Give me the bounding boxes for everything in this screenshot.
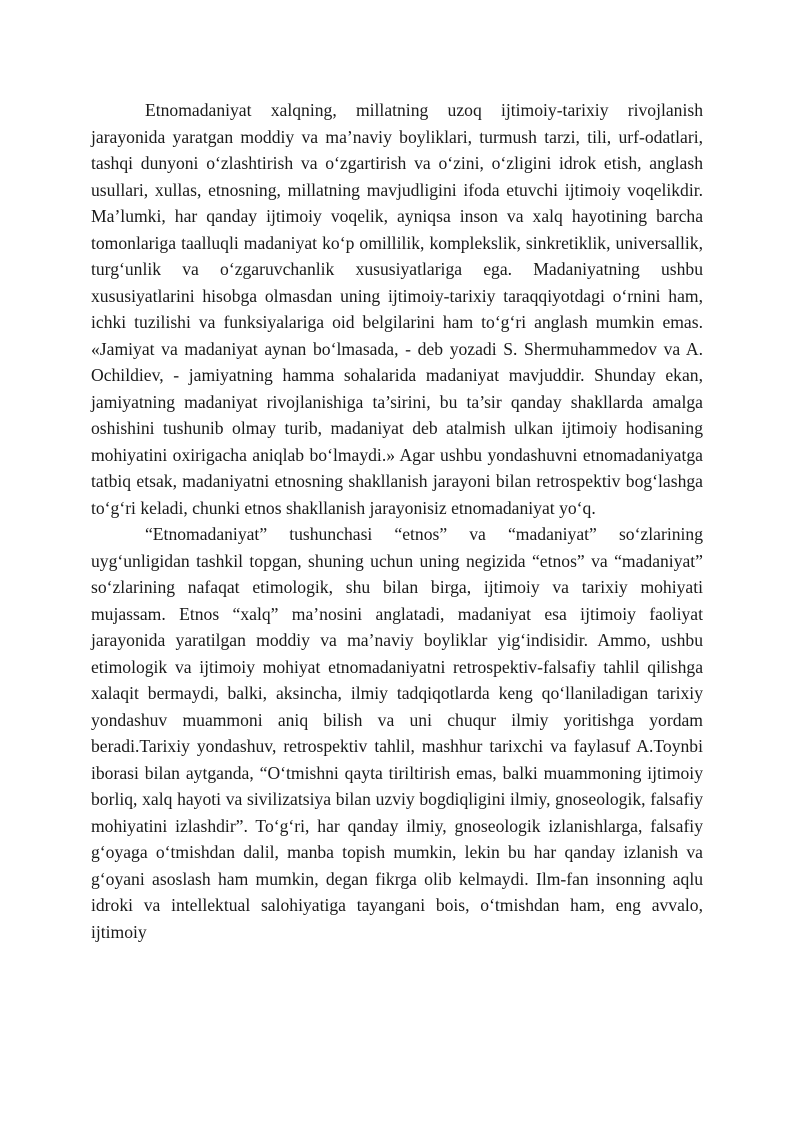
paragraph-etnomadaniyat-definition: Etnomadaniyat xalqning, millatning uzoq ijtimoiy-tarixiy rivojlanish jarayonida yaratgan moddiy va ma’naviy boyliklari, turmush tarzi, tili, urf-odatlari, tashqi dunyoni o‘zlashtirish va o‘zgartirish va o‘zini, o‘zligini idrok etish, anglash usullari, xullas, etnosning, millatning mavjudligini ifoda etuvchi ijtimoiy voqelikdir. Ma’lumki, har qanday ijtimoiy voqelik, ayniqsa inson va xalq hayotining barcha tomonlariga taalluqli madaniyat ko‘p omillilik, komplekslik, sinkretiklik, universallik, turg‘unlik va o‘zgaruvchanlik xususiyatlariga ega. Madaniyatning ushbu xususiyatlarini hisobga olmasdan uning ijtimoiy-tarixiy taraqqiyotdagi o‘rnini ham, ichki tuzilishi va funksiyalariga oid belgilarini ham to‘g‘ri anglash mumkin emas. «Jamiyat va madaniyat aynan bo‘lmasada, - deb yozadi S. Shermuhammedov va A. Ochildiev, - jamiyatning hamma sohalarida madaniyat mavjuddir. Shunday ekan, jamiyatning madaniyat rivojlanishiga ta’sirini, bu ta’sir qanday shakllarda amalga oshishini tushunib olmay turib, madaniyat deb atalmish ulkan ijtimoiy hodisaning mohiyatini oxirigacha aniqlab bo‘lmaydi.» Agar ushbu yondashuvni etnomadaniyatga tatbiq etsak, madaniyatni etnosning shakllanish jarayoni bilan retrospektiv bog‘lashga to‘g‘ri keladi, chunki etnos shakllanish jarayonisiz etnomadaniyat yo‘q.: [91, 100, 703, 518]
body-text: [91, 97, 703, 945]
paragraph-etnomadaniyat-concept: “Etnomadaniyat” tushunchasi “etnos” va “madaniyat” so‘zlarining uyg‘unligidan tashkil topgan, shuning uchun uning negizida “etnos” va “madaniyat” so‘zlarining nafaqat etimologik, shu bilan birga, ijtimoiy va tarixiy mohiyati mujassam. Etnos “xalq” ma’nosini anglatadi, madaniyat esa ijtimoiy faoliyat jarayonida yaratilgan moddiy va ma’naviy boyliklar yig‘indisidir. Ammo, ushbu etimologik va ijtimoiy mohiyat etnomadaniyatni retrospektiv-falsafiy tahlil qilishga xalaqit bermaydi, balki, aksincha, ilmiy tadqiqotlarda keng qo‘llaniladigan tarixiy yondashuv muammoni aniq bilish va uni chuqur ilmiy yoritishga yordam beradi.Tarixiy yondashuv, retrospektiv tahlil, mashhur tarixchi va faylasuf A.Toynbi iborasi bilan aytganda, “O‘tmishni qayta tiriltirish emas, balki muammoning ijtimoiy borliq, xalq hayoti va sivilizatsiya bilan uzviy bogdiqligini ilmiy, gnoseologik, falsafiy mohiyatini izlashdir”. To‘g‘ri, har qanday ilmiy, gnoseologik izlanishlarga, falsafiy g‘oyaga o‘tmishdan dalil, manba topish mumkin, lekin bu har qanday izlanish va g‘oyani asoslash ham mumkin, degan fikrga olib kelmaydi. Ilm-fan insonning aqlu idroki va intellektual salohiyatiga tayangani bois, o‘tmishdan ham, eng avvalo, ijtimoiy: [91, 524, 703, 942]
